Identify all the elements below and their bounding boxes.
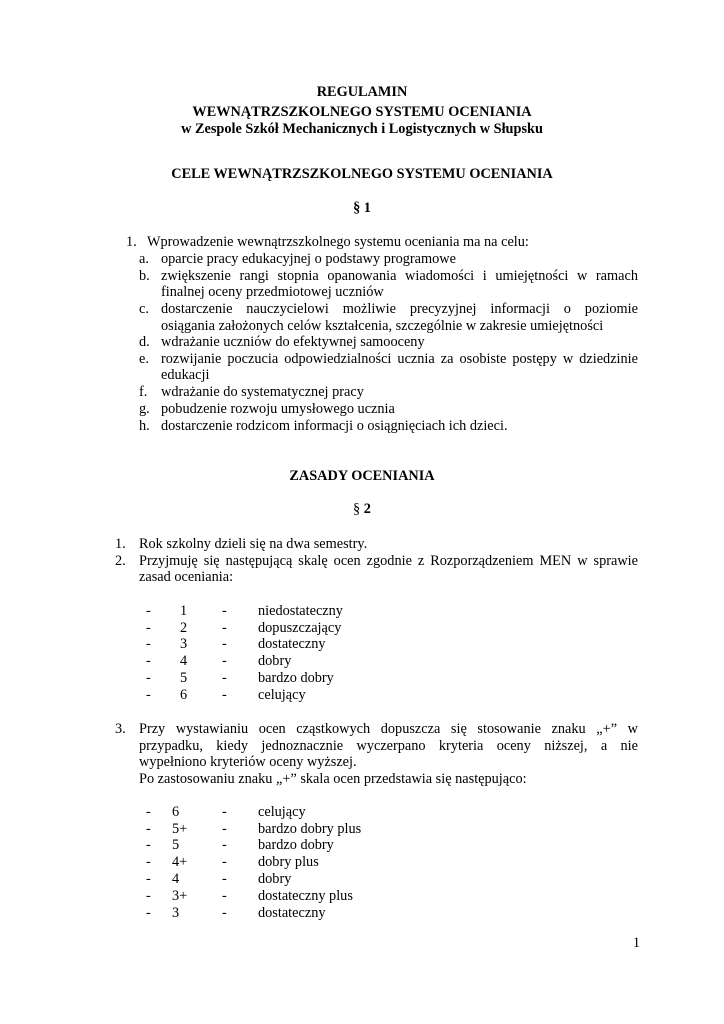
page-number: 1 [632, 935, 640, 951]
row-separator: - [222, 837, 227, 853]
item-letter: a. [139, 251, 149, 267]
item-text: oparcie pracy edukacyjnej o podstawy programowe [161, 251, 456, 267]
grade-name: dostateczny [258, 905, 326, 921]
grade-name: dobry plus [258, 854, 319, 870]
grade-name: niedostateczny [258, 603, 343, 619]
section2-heading: ZASADY OCENIANIA [289, 468, 435, 484]
grade-value: 5+ [172, 821, 188, 837]
paragraph-number: 2 [363, 501, 371, 517]
item-text: zwiększenie rangi stopnia opanowania wiadomości i umiejętności w ramach [161, 268, 638, 284]
point-text: Przy wystawianiu ocen cząstkowych dopuszcza się stosowanie znaku „+” w [139, 721, 638, 737]
row-dash: - [146, 854, 151, 870]
grade-value: 1 [180, 603, 188, 619]
item-letter: g. [139, 401, 150, 417]
grade-name: celujący [258, 804, 306, 820]
point-text-cont: zasad oceniania: [139, 569, 234, 585]
grade-value: 3 [172, 905, 180, 921]
row-dash: - [146, 871, 151, 887]
item-letter: c. [139, 301, 149, 317]
grade-name: dopuszczający [258, 620, 342, 636]
grade-name: bardzo dobry [258, 837, 334, 853]
row-separator: - [222, 854, 227, 870]
row-dash: - [146, 653, 151, 669]
grade-name: dostateczny [258, 636, 326, 652]
point-text: Przyjmuję się następującą skalę ocen zgodnie z Rozporządzeniem MEN w sprawie [139, 553, 638, 569]
intro-number: 1. [126, 234, 137, 250]
title-regulamin: REGULAMIN [316, 84, 408, 100]
item-text: rozwijanie poczucia odpowiedzialności ucznia za osobiste postępy w dziedzinie [161, 351, 638, 367]
row-dash: - [146, 821, 151, 837]
item-letter: e. [139, 351, 149, 367]
point-number: 1. [115, 536, 126, 552]
row-dash: - [146, 804, 151, 820]
point-number: 2. [115, 553, 126, 569]
item-text-cont: finalnej oceny przedmiotowej uczniów [161, 284, 384, 300]
item-text: wdrażanie do systematycznej pracy [161, 384, 364, 400]
grade-value: 5 [180, 670, 188, 686]
item-text: dostarczenie rodzicom informacji o osiągnięciach ich dzieci. [161, 418, 508, 434]
intro-text: Wprowadzenie wewnątrzszkolnego systemu oceniania ma na celu: [147, 234, 529, 250]
row-dash: - [146, 620, 151, 636]
grade-name: dobry [258, 653, 292, 669]
row-dash: - [146, 603, 151, 619]
item-letter: f. [139, 384, 148, 400]
grade-name: bardzo dobry [258, 670, 334, 686]
item-letter: d. [139, 334, 150, 350]
grade-value: 4 [172, 871, 180, 887]
grade-value: 4 [180, 653, 188, 669]
grade-value: 5 [172, 837, 180, 853]
row-dash: - [146, 670, 151, 686]
row-separator: - [222, 871, 227, 887]
grade-value: 2 [180, 620, 188, 636]
item-text: dostarczenie nauczycielowi możliwie precyzyjnej informacji o poziomie [161, 301, 638, 317]
point-number: 3. [115, 721, 126, 737]
point-text-cont: Po zastosowaniu znaku „+” skala ocen przedstawia się następująco: [139, 771, 527, 787]
section1-heading: CELE WEWNĄTRZSZKOLNEGO SYSTEMU OCENIANIA [171, 166, 553, 182]
item-text-cont: osiągania założonych celów kształcenia, szczególnie w zakresie umiejętności [161, 318, 604, 334]
row-separator: - [222, 636, 227, 652]
row-dash: - [146, 837, 151, 853]
grade-name: dobry [258, 871, 292, 887]
row-dash: - [146, 687, 151, 703]
point-text-cont: przypadku, kiedy jednoznacznie wyczerpano kryteria oceny niższej, a nie [139, 738, 638, 754]
grade-value: 3+ [172, 888, 188, 904]
grade-value: 4+ [172, 854, 188, 870]
grade-name: bardzo dobry plus [258, 821, 362, 837]
title-school: w Zespole Szkół Mechanicznych i Logistycznych w Słupsku [181, 121, 543, 137]
row-separator: - [222, 888, 227, 904]
row-dash: - [146, 888, 151, 904]
section2-paragraph [0, 501, 724, 518]
item-text: pobudzenie rozwoju umysłowego ucznia [161, 401, 395, 417]
item-text-cont: edukacji [161, 367, 210, 383]
title-system: WEWNĄTRZSZKOLNEGO SYSTEMU OCENIANIA [192, 104, 532, 120]
point-text-cont: wypełniono kryteriów oceny wyższej. [139, 754, 357, 770]
row-separator: - [222, 821, 227, 837]
row-separator: - [222, 620, 227, 636]
row-separator: - [222, 603, 227, 619]
row-separator: - [222, 905, 227, 921]
row-dash: - [146, 636, 151, 652]
grade-name: dostateczny plus [258, 888, 353, 904]
row-dash: - [146, 905, 151, 921]
section1-paragraph: § 1 [353, 200, 371, 216]
item-letter: h. [139, 418, 150, 434]
item-letter: b. [139, 268, 150, 284]
point-text: Rok szkolny dzieli się na dwa semestry. [139, 536, 368, 552]
grade-name: celujący [258, 687, 306, 703]
row-separator: - [222, 653, 227, 669]
row-separator: - [222, 687, 227, 703]
grade-value: 3 [180, 636, 188, 652]
grade-value: 6 [180, 687, 188, 703]
row-separator: - [222, 670, 227, 686]
grade-value: 6 [172, 804, 180, 820]
row-separator: - [222, 804, 227, 820]
item-text: wdrażanie uczniów do efektywnej samooceny [161, 334, 425, 350]
paragraph-symbol: § [353, 501, 361, 517]
